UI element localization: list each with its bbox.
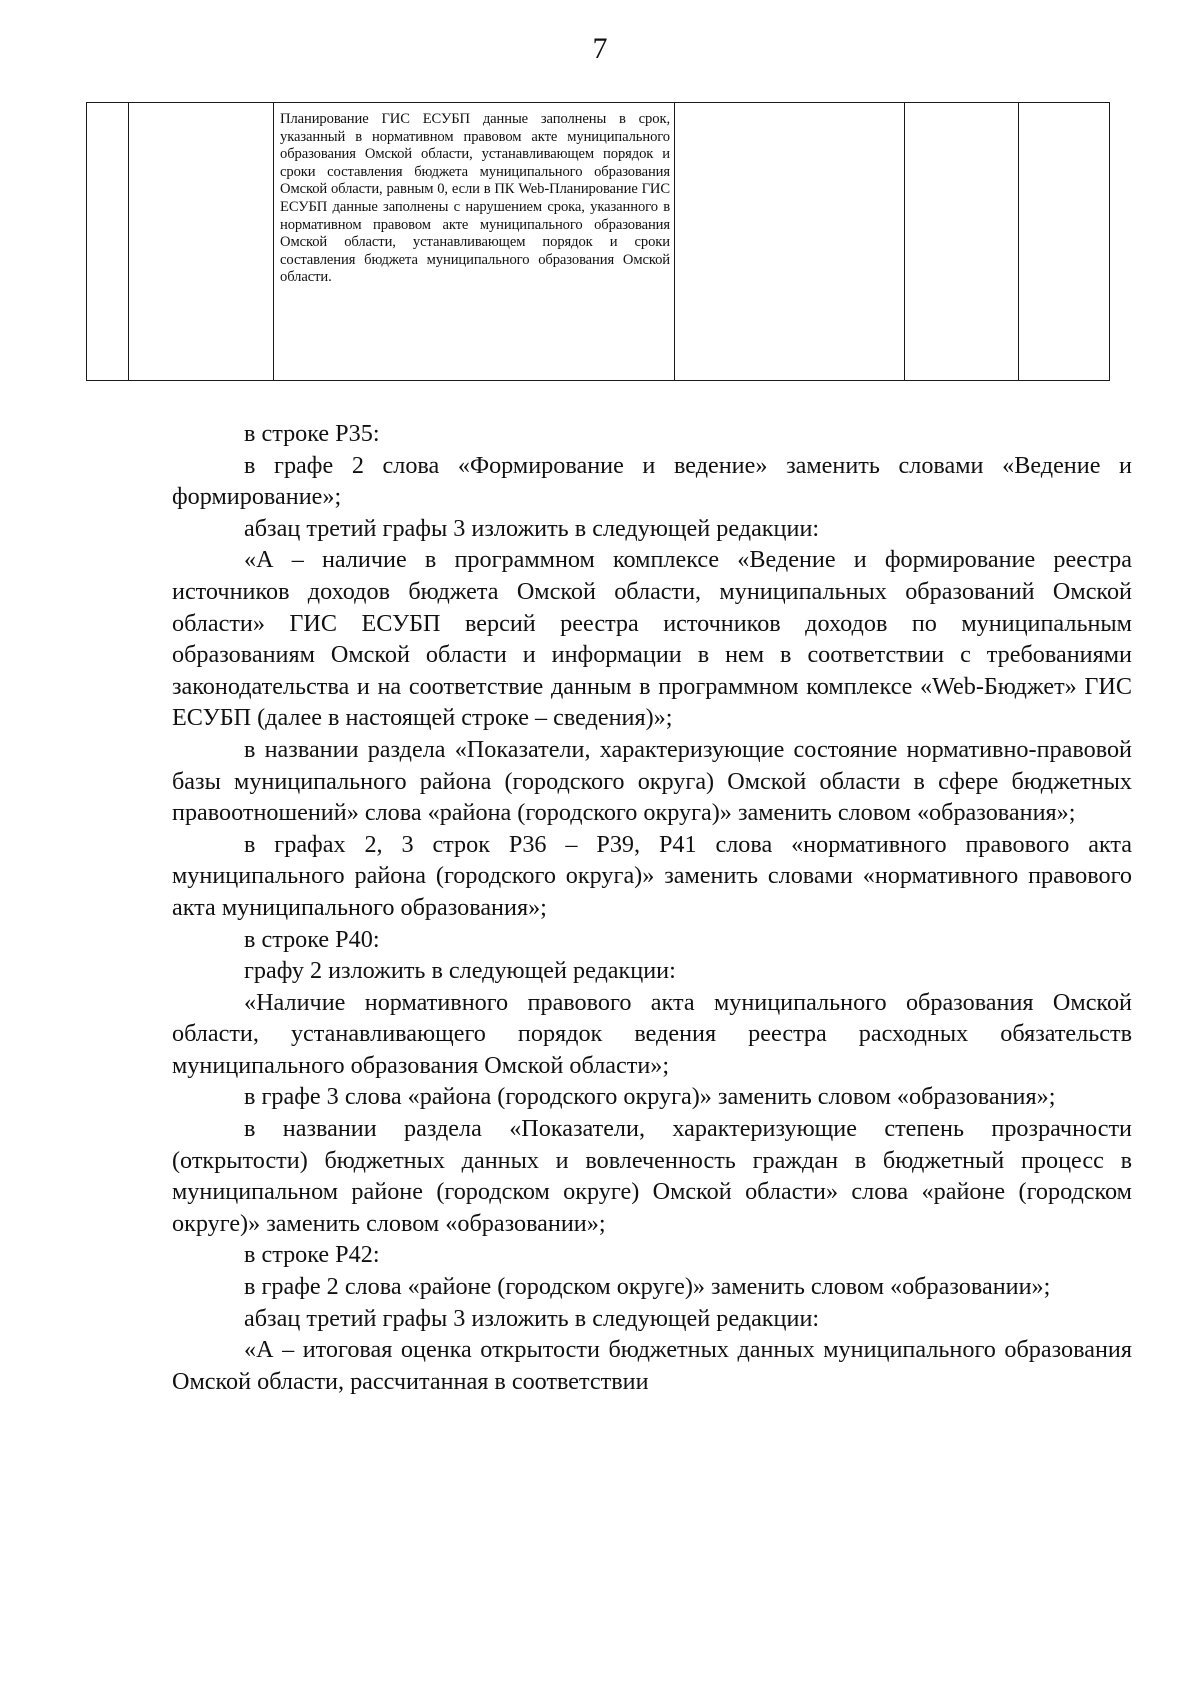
paragraph: «Наличие нормативного правового акта муниципального образования Омской области, устанавливающего порядок ведения реестра расходных обязательств муниципального образования Омской области»;: [172, 988, 1132, 1079]
table-cell-text: Планирование ГИС ЕСУБП данные заполнены в срок, указанный в нормативном правовом акте муниципального образования Омской области, устанавливающем порядок и сроки составления бюджета муниципального образования Омской области, равным 0, если в ПК Web-Планирование ГИС ЕСУБП данные заполнены с нарушением срока, указанного в нормативном правовом акте муниципального образования Омской области, устанавливающем порядок и сроки составления бюджета муниципального образования Омской области.: [280, 111, 670, 286]
paragraph: в графах 2, 3 строк Р36 – Р39, Р41 слова «нормативного правового акта муниципального района (городского округа)» заменить словами «нормативного правового акта муниципального образования»;: [172, 830, 1132, 921]
paragraph: в графе 3 слова «района (городского округа)» заменить словом «образования»;: [244, 1083, 1056, 1111]
body-text: [172, 418, 1132, 1397]
paragraph: в графе 2 слова «районе (городском округе)» заменить словом «образовании»;: [244, 1273, 1051, 1301]
paragraph: в графе 2 слова «Формирование и ведение» заменить словами «Ведение и формирование»;: [172, 451, 1132, 511]
table-cell-col5: [905, 103, 1019, 381]
paragraph: «А – наличие в программном комплексе «Ведение и формирование реестра источников доходов бюджета Омской области, муниципальных образований Омской области» ГИС ЕСУБП версий реестра источников доходов по муниципальным образованиям Омской области и информации в нем в соответствии с требованиями законодательства и на соответствие данным в программном комплексе «Web-Бюджет» ГИС ЕСУБП (далее в настоящей строке – сведения)»;: [172, 546, 1132, 732]
page-number: 7: [592, 32, 608, 65]
table-cell-col4: [675, 103, 905, 381]
paragraph: абзац третий графы 3 изложить в следующей редакции:: [244, 1304, 820, 1332]
paragraph: абзац третий графы 3 изложить в следующей редакции:: [244, 514, 820, 542]
continuation-table: [86, 102, 1110, 381]
paragraph: в строке Р35:: [244, 420, 380, 447]
table-cell-col6: [1019, 103, 1110, 381]
paragraph: графу 2 изложить в следующей редакции:: [244, 957, 676, 985]
paragraph: в названии раздела «Показатели, характеризующие степень прозрачности (открытости) бюджетных данных и вовлеченность граждан в бюджетный процесс в муниципальном районе (городском округе) Омской области» слова «районе (городском округе)» заменить словом «образовании»;: [172, 1115, 1132, 1237]
paragraph: «А – итоговая оценка открытости бюджетных данных муниципального образования Омской области, рассчитанная в соответствии: [172, 1336, 1132, 1395]
paragraph: в строке Р40:: [244, 925, 380, 953]
table-cell-col2: [129, 103, 274, 381]
paragraph: в строке Р42:: [244, 1241, 380, 1269]
table-row: [87, 103, 1110, 381]
paragraph: в названии раздела «Показатели, характеризующие состояние нормативно-правовой базы муниципального района (городского округа) Омской области в сфере бюджетных правоотношений» слова «района (городского округа)» заменить словом «образования»;: [172, 735, 1132, 827]
table-cell-col3: [274, 103, 675, 381]
table-cell-col1: [87, 103, 129, 381]
